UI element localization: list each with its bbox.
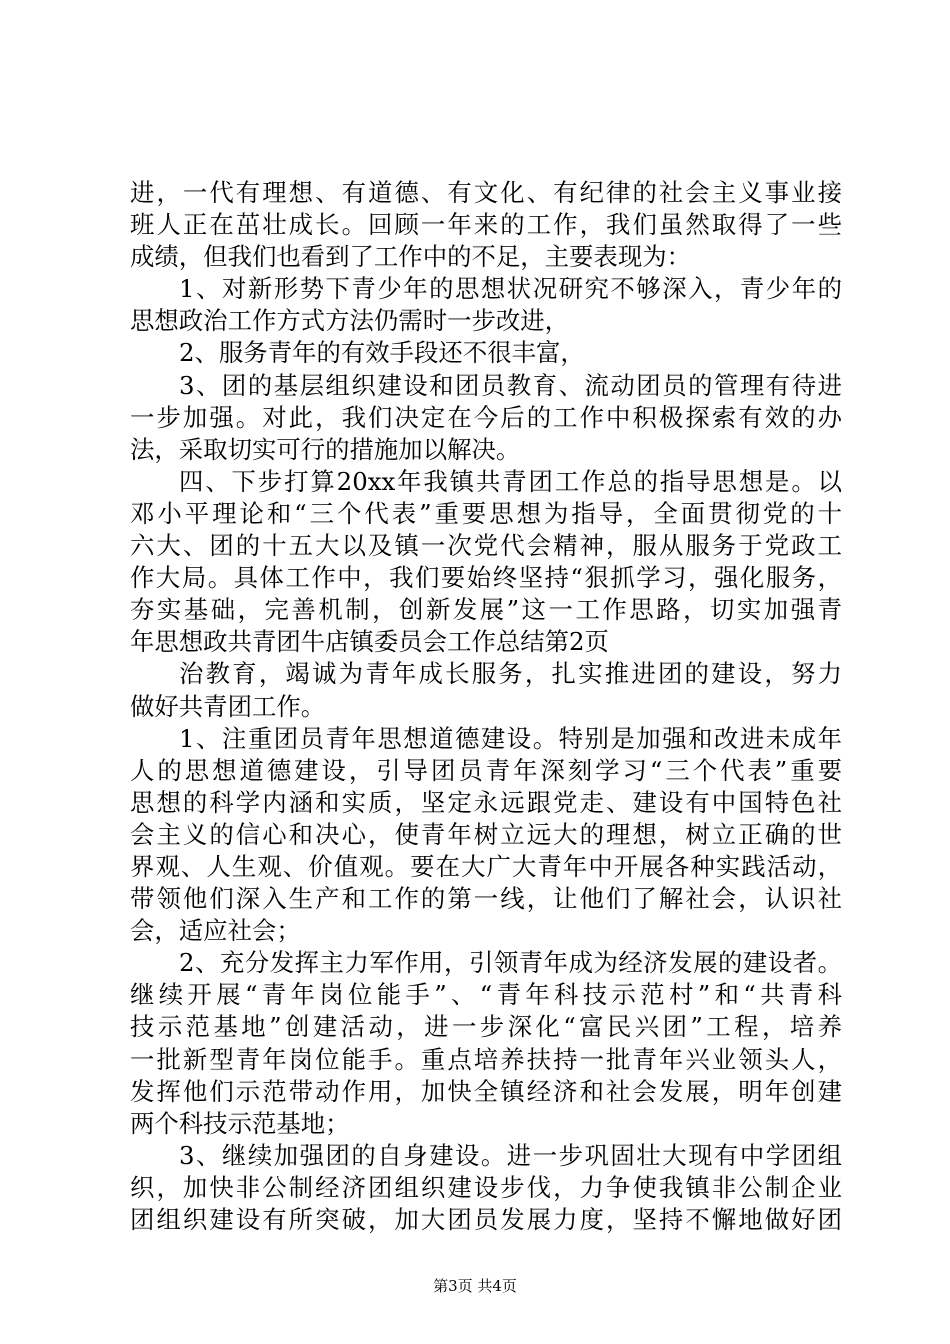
text-line: 2、服务青年的有效手段还不很丰富， (179, 338, 585, 368)
text-line: 人的思想道德建设，引导团员青年深刻学习“三个代表”重要 (130, 755, 842, 785)
text-line: 思想政治工作方式方法仍需时一步改进， (130, 306, 570, 336)
document-body (130, 177, 842, 1236)
text-line: 发挥他们示范带动作用，加快全镇经济和社会发展，明年创建 (130, 1076, 842, 1106)
text-line: 邓小平理论和“三个代表”重要思想为指导，全面贯彻党的十 (130, 498, 842, 528)
text-line: 作大局。具体工作中，我们要始终坚持“狠抓学习，强化服务， (130, 563, 842, 593)
text-line: 带领他们深入生产和工作的第一线，让他们了解社会，认识社 (130, 884, 842, 914)
text-line: 2、充分发挥主力军作用，引领青年成为经济发展的建设者。 (179, 948, 842, 978)
text-line: 会，适应社会； (130, 916, 301, 946)
text-line: 技示范基地”创建活动，进一步深化“富民兴团”工程，培养 (130, 1012, 842, 1042)
text-line: 进，一代有理想、有道德、有文化、有纪律的社会主义事业接 (130, 178, 842, 207)
text-line: 1、注重团员青年思想道德建设。特别是加强和改进未成年 (179, 723, 842, 753)
text-line: 年思想政共青团牛店镇委员会工作总结第2页 (130, 627, 609, 657)
text-line: 法，采取切实可行的措施加以解决。 (130, 434, 521, 464)
text-line: 3、继续加强团的自身建设。进一步巩固壮大现有中学团组 (179, 1140, 842, 1170)
text-line: 3、团的基层组织建设和团员教育、流动团员的管理有待进 (179, 370, 842, 400)
text-line: 夯实基础，完善机制，创新发展”这一工作思路，切实加强青 (130, 595, 842, 625)
text-line: 一批新型青年岗位能手。重点培养扶持一批青年兴业领头人， (130, 1044, 842, 1074)
text-line: 思想的科学内涵和实质，坚定永远跟党走、建设有中国特色社 (130, 787, 842, 817)
text-line: 治教育，竭诚为青年成长服务，扎实推进团的建设，努力 (179, 659, 842, 689)
text-line: 四、下步打算20xx年我镇共青团工作总的指导思想是。以 (179, 466, 842, 496)
text-line: 六大、团的十五大以及镇一次党代会精神，服从服务于党政工 (130, 531, 842, 561)
text-line: 一步加强。对此，我们决定在今后的工作中积极探索有效的办 (130, 402, 842, 432)
text-line: 团组织建设有所突破，加大团员发展力度，坚持不懈地做好团 (130, 1205, 842, 1234)
text-line: 班人正在茁壮成长。回顾一年来的工作，我们虽然取得了一些 (130, 210, 842, 240)
text-line: 1、对新形势下青少年的思想状况研究不够深入，青少年的 (179, 274, 842, 304)
text-line: 做好共青团工作。 (130, 691, 326, 721)
text-line: 两个科技示范基地； (130, 1108, 350, 1138)
text-line: 织，加快非公制经济团组织建设步伐，力争使我镇非公制企业 (130, 1172, 842, 1202)
page-footer: 第3页 共4页 (433, 1277, 517, 1295)
text-line: 会主义的信心和决心，使青年树立远大的理想，树立正确的世 (130, 819, 842, 849)
text-line: 成绩，但我们也看到了工作中的不足，主要表现为： (130, 242, 691, 272)
text-line: 继续开展“青年岗位能手”、“青年科技示范村”和“共青科 (130, 980, 842, 1010)
text-line: 界观、人生观、价值观。要在大广大青年中开展各种实践活动， (130, 851, 842, 881)
